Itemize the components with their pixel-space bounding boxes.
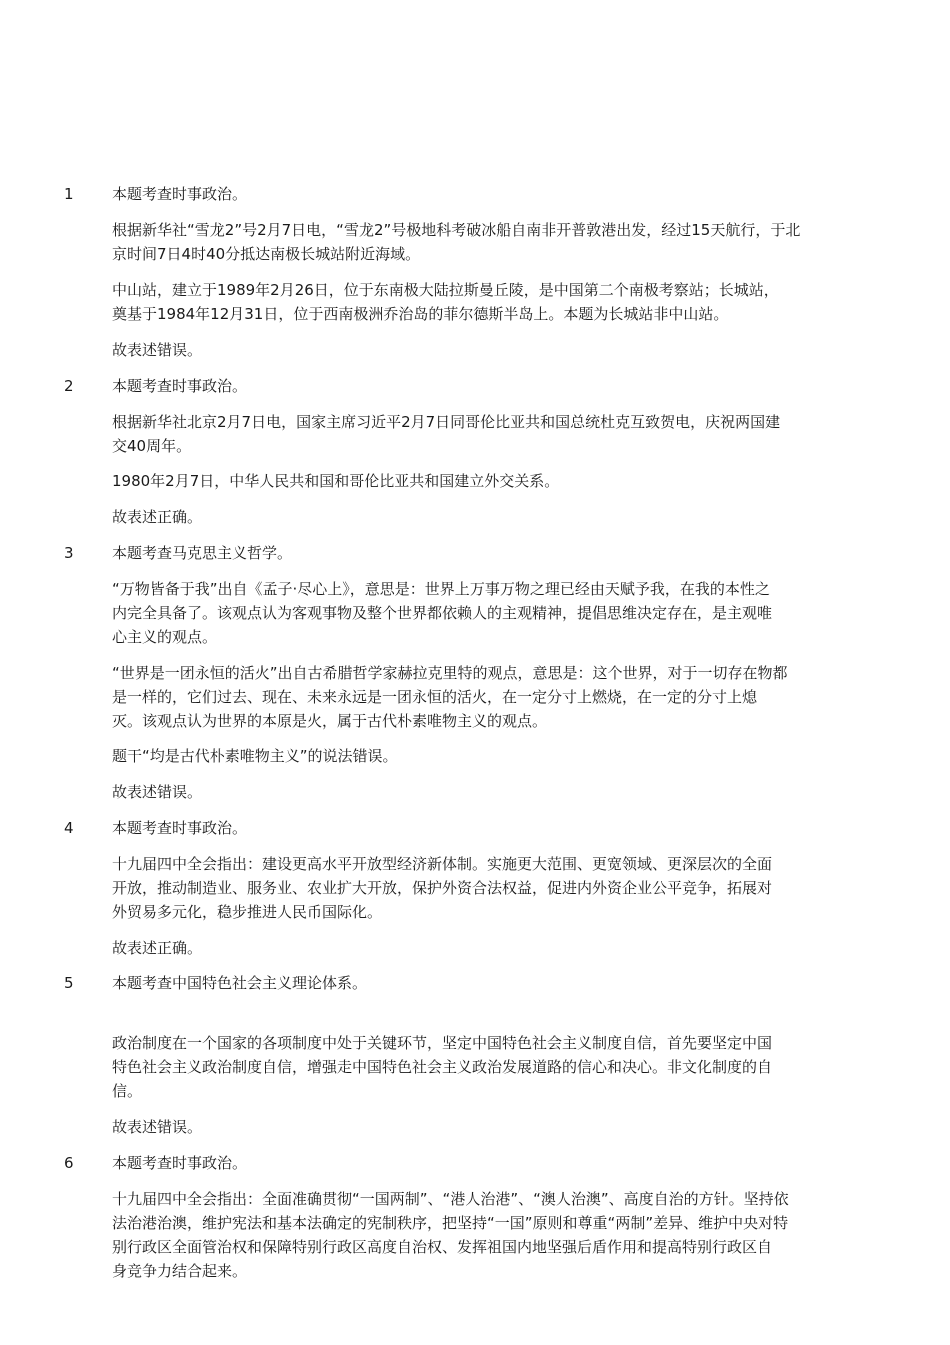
item-number: 4 [64, 819, 74, 837]
text-line: 是一样的，它们过去、现在、未来永远是一团永恒的活火，在一定分寸上燃烧，在一定的分寸上熄 [112, 688, 758, 706]
text-line: 信。 [112, 1082, 143, 1100]
text-line: 根据新华社“雪龙2”号2月7日电，“雪龙2”号极地科考破冰船自南非开普敦港出发，经过15天航行，于北 [112, 221, 801, 239]
text-line: 特色社会主义政治制度自信，增强走中国特色社会主义政治发展道路的信心和决心。非文化制度的自 [112, 1058, 773, 1076]
item-heading: 本题考查马克思主义哲学。 [112, 544, 293, 562]
item-heading: 本题考查中国特色社会主义理论体系。 [112, 974, 368, 992]
paragraph [112, 780, 864, 804]
text-line: 开放，推动制造业、服务业、农业扩大开放，保护外资合法权益，促进内外资企业公平竞争，拓展对 [112, 879, 773, 897]
text-line: 故表述错误。 [112, 341, 203, 359]
paragraph [112, 661, 864, 733]
text-line: 别行政区全面管治权和保障特别行政区高度自治权、发挥祖国内地坚强后盾作用和提高特别行政区自 [112, 1238, 773, 1256]
text-line: 政治制度在一个国家的各项制度中处于关键环节，坚定中国特色社会主义制度自信，首先要坚定中国 [112, 1034, 773, 1052]
paragraph [112, 338, 864, 362]
paragraph [112, 852, 864, 924]
item-number: 6 [64, 1154, 74, 1172]
text-line: 题干“均是古代朴素唯物主义”的说法错误。 [112, 747, 398, 765]
text-line: 十九届四中全会指出：建设更高水平开放型经济新体制。实施更大范围、更宽领域、更深层次的全面 [112, 855, 773, 873]
paragraph [112, 469, 864, 493]
text-line: 心主义的观点。 [112, 628, 218, 646]
text-line: 中山站，建立于1989年2月26日，位于东南极大陆拉斯曼丘陵，是中国第二个南极考察站；长城站， [112, 281, 779, 299]
item-number: 2 [64, 377, 74, 395]
text-line: 法治港治澳，维护宪法和基本法确定的宪制秩序，把坚持“一国”原则和尊重“两制”差异、维护中央对特 [112, 1214, 789, 1232]
item-number: 3 [64, 544, 74, 562]
paragraph [112, 410, 864, 458]
paragraph [112, 278, 864, 326]
text-line: “世界是一团永恒的活火”出自古希腊哲学家赫拉克里特的观点，意思是：这个世界，对于一切存在物都 [112, 664, 788, 682]
text-line: 内完全具备了。该观点认为客观事物及整个世界都依赖人的主观精神，提倡思维决定存在，是主观唯 [112, 604, 773, 622]
item-number: 1 [64, 185, 74, 203]
paragraph [112, 744, 864, 768]
text-line: 灭。该观点认为世界的本原是火，属于古代朴素唯物主义的观点。 [112, 712, 548, 730]
item-number: 5 [64, 974, 74, 992]
item-heading: 本题考查时事政治。 [112, 819, 248, 837]
text-line: 故表述正确。 [112, 939, 203, 957]
paragraph [112, 936, 864, 960]
paragraph [112, 218, 864, 266]
text-line: 1980年2月7日，中华人民共和国和哥伦比亚共和国建立外交关系。 [112, 472, 560, 490]
text-line: 故表述正确。 [112, 508, 203, 526]
item-heading: 本题考查时事政治。 [112, 185, 248, 203]
text-line: 根据新华社北京2月7日电，国家主席习近平2月7日同哥伦比亚共和国总统杜克互致贺电，庆祝两国建 [112, 413, 781, 431]
paragraph [112, 1115, 864, 1139]
text-line: 外贸易多元化，稳步推进人民币国际化。 [112, 903, 383, 921]
item-heading: 本题考查时事政治。 [112, 377, 248, 395]
text-line: 故表述错误。 [112, 783, 203, 801]
text-line: 故表述错误。 [112, 1118, 203, 1136]
paragraph [112, 1031, 864, 1103]
text-line: 京时间7日4时40分抵达南极长城站附近海域。 [112, 245, 421, 263]
text-line: “万物皆备于我”出自《孟子·尽心上》，意思是：世界上万事万物之理已经由天赋予我，在我的本性之 [112, 580, 770, 598]
text-line: 交40周年。 [112, 437, 192, 455]
paragraph [112, 1187, 864, 1283]
text-line: 十九届四中全会指出：全面准确贯彻“一国两制”、“港人治港”、“澳人治澳”、高度自治的方针。坚持依 [112, 1190, 789, 1208]
item-heading: 本题考查时事政治。 [112, 1154, 248, 1172]
paragraph [112, 577, 864, 649]
paragraph [112, 505, 864, 529]
text-line: 奠基于1984年12月31日，位于西南极洲乔治岛的菲尔德斯半岛上。本题为长城站非中山站。 [112, 305, 729, 323]
text-line: 身竞争力结合起来。 [112, 1262, 248, 1280]
